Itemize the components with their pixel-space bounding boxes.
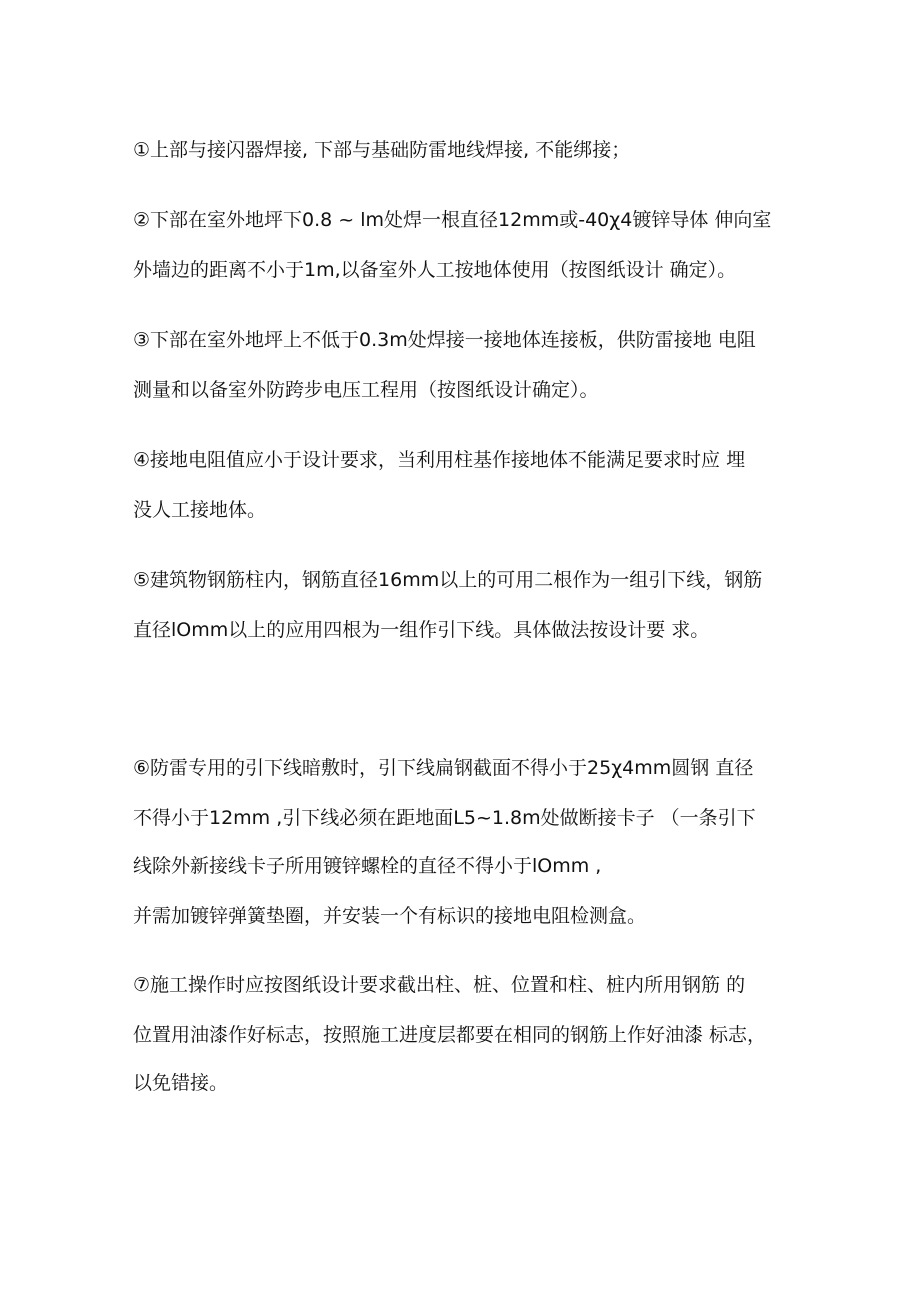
item-7-line-3: 以免错接。 <box>133 1072 229 1094</box>
item-6-line-1: ⑥防雷专用的引下线暗敷时，引下线扁钢截面不得小于25χ4mm圆钢 直径 <box>133 757 754 779</box>
item-1-line-1: ①上部与接闪器焊接, 下部与基础防雷地线焊接, 不能绑接； <box>133 139 631 161</box>
item-2-line-1: ②下部在室外地坪下0.8 ~ lm处焊一根直径12mm或-40χ4镀锌导体 伸向室 <box>133 209 772 231</box>
item-6-line-3: 线除外新接线卡子所用镀锌螺栓的直径不得小于lOmm , <box>133 855 602 877</box>
item-4-line-1: ④接地电阻值应小于设计要求，当利用柱基作接地体不能满足要求时应 埋 <box>133 449 746 471</box>
item-7-line-2: 位置用油漆作好标志，按照施工进度层都要在相同的钢筋上作好油漆 标志， <box>133 1024 767 1046</box>
item-3-line-1: ③下部在室外地坪上不低于0.3m处焊接一接地体连接板，供防雷接地 电阻 <box>133 329 756 351</box>
item-4-line-2: 没人工接地体。 <box>133 499 267 521</box>
item-5-line-1: ⑤建筑物钢筋柱内，钢筋直径16mm以上的可用二根作为一组引下线，钢筋 <box>133 569 763 591</box>
item-5-line-2: 直径lOmm以上的应用四根为一组作引下线。具体做法按设计要 求。 <box>133 619 710 641</box>
item-3-line-2: 测量和以备室外防跨步电压工程用（按图纸设计确定）。 <box>133 379 599 401</box>
item-6-line-2: 不得小于12mm ,引下线必须在距地面L5~1.8m处做断接卡子 （一条引下 <box>133 807 756 829</box>
item-2-line-2: 外墙边的距离不小于1m,以备室外人工按地体使用（按图纸设计 确定）。 <box>133 259 737 281</box>
item-6-line-4: 并需加镀锌弹簧垫圈，并安装一个有标识的接地电阻检测盒。 <box>133 905 647 927</box>
item-7-line-1: ⑦施工操作时应按图纸设计要求截出柱、桩、位置和柱、桩内所用钢筋 的 <box>133 974 746 996</box>
